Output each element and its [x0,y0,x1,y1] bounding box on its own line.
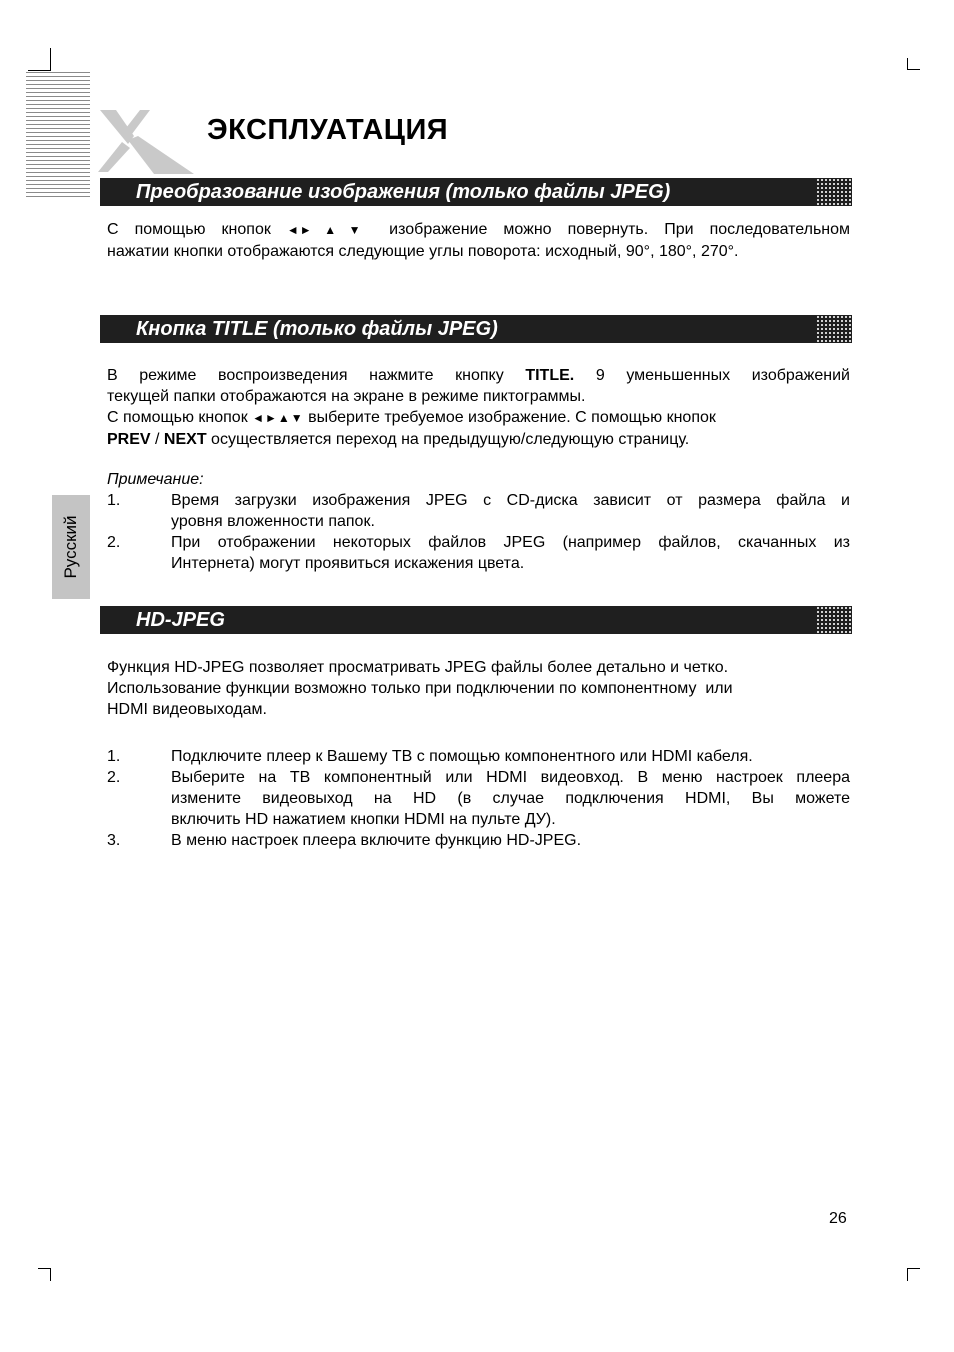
decorative-stripes [26,72,90,198]
prev-key-label: PREV [107,431,151,448]
page-number: 26 [829,1210,847,1227]
text-segment: С помощью кнопок [107,409,248,426]
crop-mark-bottom-left [50,1268,51,1281]
list-item [107,746,850,767]
list-number: 2. [107,769,121,786]
section-heading-bar [100,315,852,343]
list-number: 2. [107,534,121,551]
list-text [171,532,850,574]
paragraph-line [107,219,850,241]
text-segment: 9 уменьшенных изображений [595,367,850,384]
list-line: Время загрузки изображения JPEG с CD-диска зависит от размера файла и [171,492,850,509]
paragraph-line: текущей папки отображаются на экране в режиме пиктограммы. [107,388,586,405]
section-heading-bar [100,606,852,634]
next-key-label: NEXT [163,431,207,448]
page-title: ЭКСПЛУАТАЦИЯ [207,114,449,146]
list-line: При отображении некоторых файлов JPEG (например файлов, скачанных из [171,534,850,551]
dot-pattern [816,315,852,343]
language-tab [52,495,90,599]
list-text [171,490,850,532]
section-heading: Кнопка TITLE (только файлы JPEG) [136,318,498,340]
list-line: уровня вложенности папок. [171,513,375,530]
list-line: В меню настроек плеера включите функцию HD-JPEG. [171,832,582,849]
crop-mark-top-left [50,48,51,70]
crop-mark-bottom-left-h [38,1268,51,1269]
list-line: измените видеовыход на HD (в случае подключения HDMI, Вы можете [171,790,850,807]
text-segment: / [150,431,164,448]
list-line: Выберите на ТВ компонентный или HDMI видеовход. В меню настроек плеера [171,769,850,786]
list-number: 1. [107,492,121,509]
list-line: Интернета) могут проявиться искажения цвета. [171,555,525,572]
section-heading-bar [100,178,852,206]
title-key-label: TITLE. [525,367,575,384]
crop-mark-top-left-h [28,70,51,71]
text-segment: выберите требуемое изображение. С помощью кнопок [308,409,716,426]
paragraph-line [107,407,850,429]
list-item [107,830,850,851]
list-item [107,767,850,830]
crop-mark-bottom-right-h [907,1268,920,1269]
paragraph-line: HDMI видеовыходам. [107,701,267,718]
language-tab-label: Русский [61,515,80,579]
dot-pattern [816,178,852,206]
title-paragraph [107,365,850,450]
arrow-buttons-icon: ◄►▲▼ [286,223,374,237]
note-label [107,469,850,490]
arrow-buttons-icon: ◄►▲▼ [252,411,304,425]
list-number: 3. [107,832,121,849]
list-line: Подключите плеер к Вашему ТВ с помощью компонентного или HDMI кабеля. [171,748,753,765]
list-line: включить HD нажатием кнопки HDMI на пульте ДУ). [171,811,556,828]
list-text [171,830,850,851]
note-label-text: Примечание: [107,471,204,488]
crop-mark-bottom-right [907,1268,908,1281]
section-heading: Преобразование изображения (только файлы JPEG) [136,181,671,203]
crop-mark-top-right-h [907,69,920,70]
paragraph-line [107,429,850,450]
paragraph-line [107,365,850,386]
list-text [171,767,850,830]
paragraph-line: Использование функции возможно только при подключении по компонентному или [107,680,733,697]
text-segment: осуществляется переход на предыдущую/следующую страницу. [206,431,690,448]
hdjpeg-intro [107,657,850,720]
list-text [171,746,850,767]
paragraph-line: нажатии кнопки отображаются следующие углы поворота: исходный, 90°, 180°, 270°. [107,243,739,260]
x-logo-icon [98,110,198,176]
text-segment: В режиме воспроизведения нажмите кнопку [107,367,504,384]
list-item [107,490,850,532]
dot-pattern [816,606,852,634]
paragraph-line: Функция HD-JPEG позволяет просматривать JPEG файлы более детально и четко. [107,659,729,676]
list-item [107,532,850,574]
text-segment: изображение можно повернуть. При последовательном [389,221,851,238]
section-heading: HD-JPEG [136,609,225,631]
text-segment: С помощью кнопок [107,221,271,238]
rotation-paragraph [107,219,850,262]
list-number: 1. [107,748,121,765]
